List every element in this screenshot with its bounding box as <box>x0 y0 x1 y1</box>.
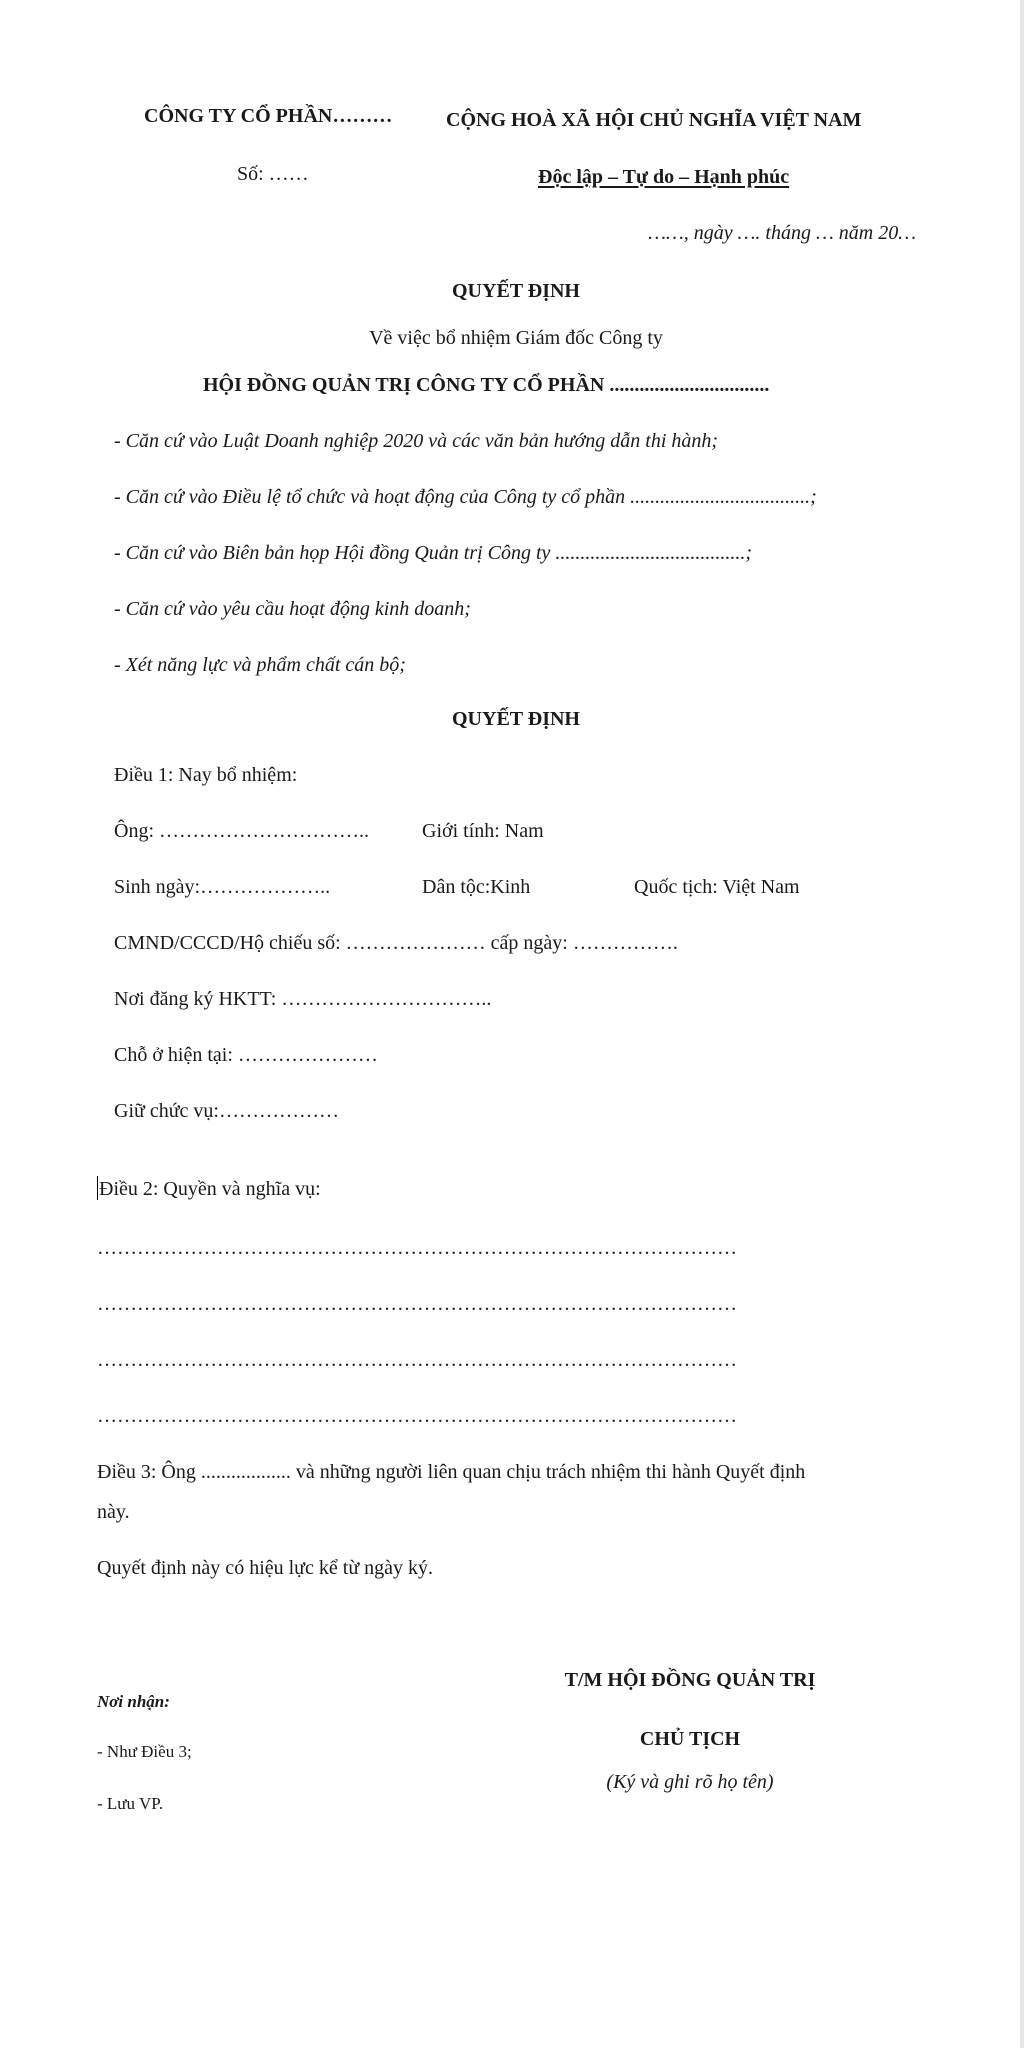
appointee-id: CMND/CCCD/Hộ chiếu số: ………………… cấp ngày: ……………. <box>114 932 678 954</box>
article2-heading-row <box>97 1176 321 1201</box>
recipient-item: - Lưu VP. <box>97 1794 164 1813</box>
board-heading: HỘI ĐỒNG QUẢN TRỊ CÔNG TY CỔ PHẦN ................................ <box>203 374 770 396</box>
decision-heading: QUYẾT ĐỊNH <box>452 708 580 730</box>
document-subject: Về việc bổ nhiệm Giám đốc Công ty <box>369 327 663 349</box>
ground-item-minutes: - Căn cứ vào Biên bản họp Hội đồng Quản trị Công ty ......................................; <box>114 542 753 564</box>
text-cursor <box>97 1176 98 1200</box>
article2-heading: Điều 2: Quyền và nghĩa vụ: <box>99 1178 321 1200</box>
document-title: QUYẾT ĐỊNH <box>452 280 580 302</box>
document-number: Số: …… <box>237 163 309 185</box>
article1-heading: Điều 1: Nay bổ nhiệm: <box>114 764 298 786</box>
page-edge <box>1020 0 1024 2048</box>
article2-line: …………………………………………………………………………………… <box>97 1405 737 1427</box>
signature-note: (Ký và ghi rõ họ tên) <box>606 1771 774 1793</box>
article2-line: …………………………………………………………………………………… <box>97 1293 737 1315</box>
appointee-registered-residence: Nơi đăng ký HKTT: ………………………….. <box>114 988 492 1010</box>
company-name: CÔNG TY CỔ PHẦN……… <box>144 105 393 127</box>
signature-organization: T/M HỘI ĐỒNG QUẢN TRỊ <box>564 1669 816 1691</box>
effective-clause: Quyết định này có hiệu lực kể từ ngày ký. <box>97 1557 434 1579</box>
recipients-label: Nơi nhận: <box>97 1692 170 1711</box>
appointee-name: Ông: ………………………….. <box>114 820 369 842</box>
national-motto: Độc lập – Tự do – Hạnh phúc <box>538 166 790 188</box>
appointee-gender: Giới tính: Nam <box>422 820 544 842</box>
article3-text-continued: này. <box>97 1501 130 1523</box>
appointee-current-address: Chỗ ở hiện tại: ………………… <box>114 1044 378 1066</box>
country-name: CỘNG HOÀ XÃ HỘI CHỦ NGHĨA VIỆT NAM <box>446 109 862 131</box>
ground-item-law: - Căn cứ vào Luật Doanh nghiệp 2020 và các văn bản hướng dẫn thi hành; <box>114 430 719 452</box>
signature-title: CHỦ TỊCH <box>639 1728 741 1750</box>
ground-item-capability: - Xét năng lực và phẩm chất cán bộ; <box>114 654 406 676</box>
recipient-item: - Như Điều 3; <box>97 1742 192 1761</box>
appointee-nationality: Quốc tịch: Việt Nam <box>634 876 800 898</box>
article2-line: …………………………………………………………………………………… <box>97 1349 737 1371</box>
appointee-birth-date: Sinh ngày:……………….. <box>114 876 331 898</box>
appointee-position: Giữ chức vụ:……………… <box>114 1100 339 1122</box>
ground-item-charter: - Căn cứ vào Điều lệ tổ chức và hoạt động của Công ty cổ phần ....................................; <box>114 486 817 508</box>
appointee-ethnicity: Dân tộc:Kinh <box>422 876 531 898</box>
article3-text: Điều 3: Ông .................. và những người liên quan chịu trách nhiệm thi hành Quyết định <box>97 1461 806 1483</box>
date-line: ……, ngày …. tháng … năm 20… <box>648 222 916 244</box>
article2-line: …………………………………………………………………………………… <box>97 1237 737 1259</box>
ground-item-business: - Căn cứ vào yêu cầu hoạt động kinh doanh; <box>114 598 471 620</box>
